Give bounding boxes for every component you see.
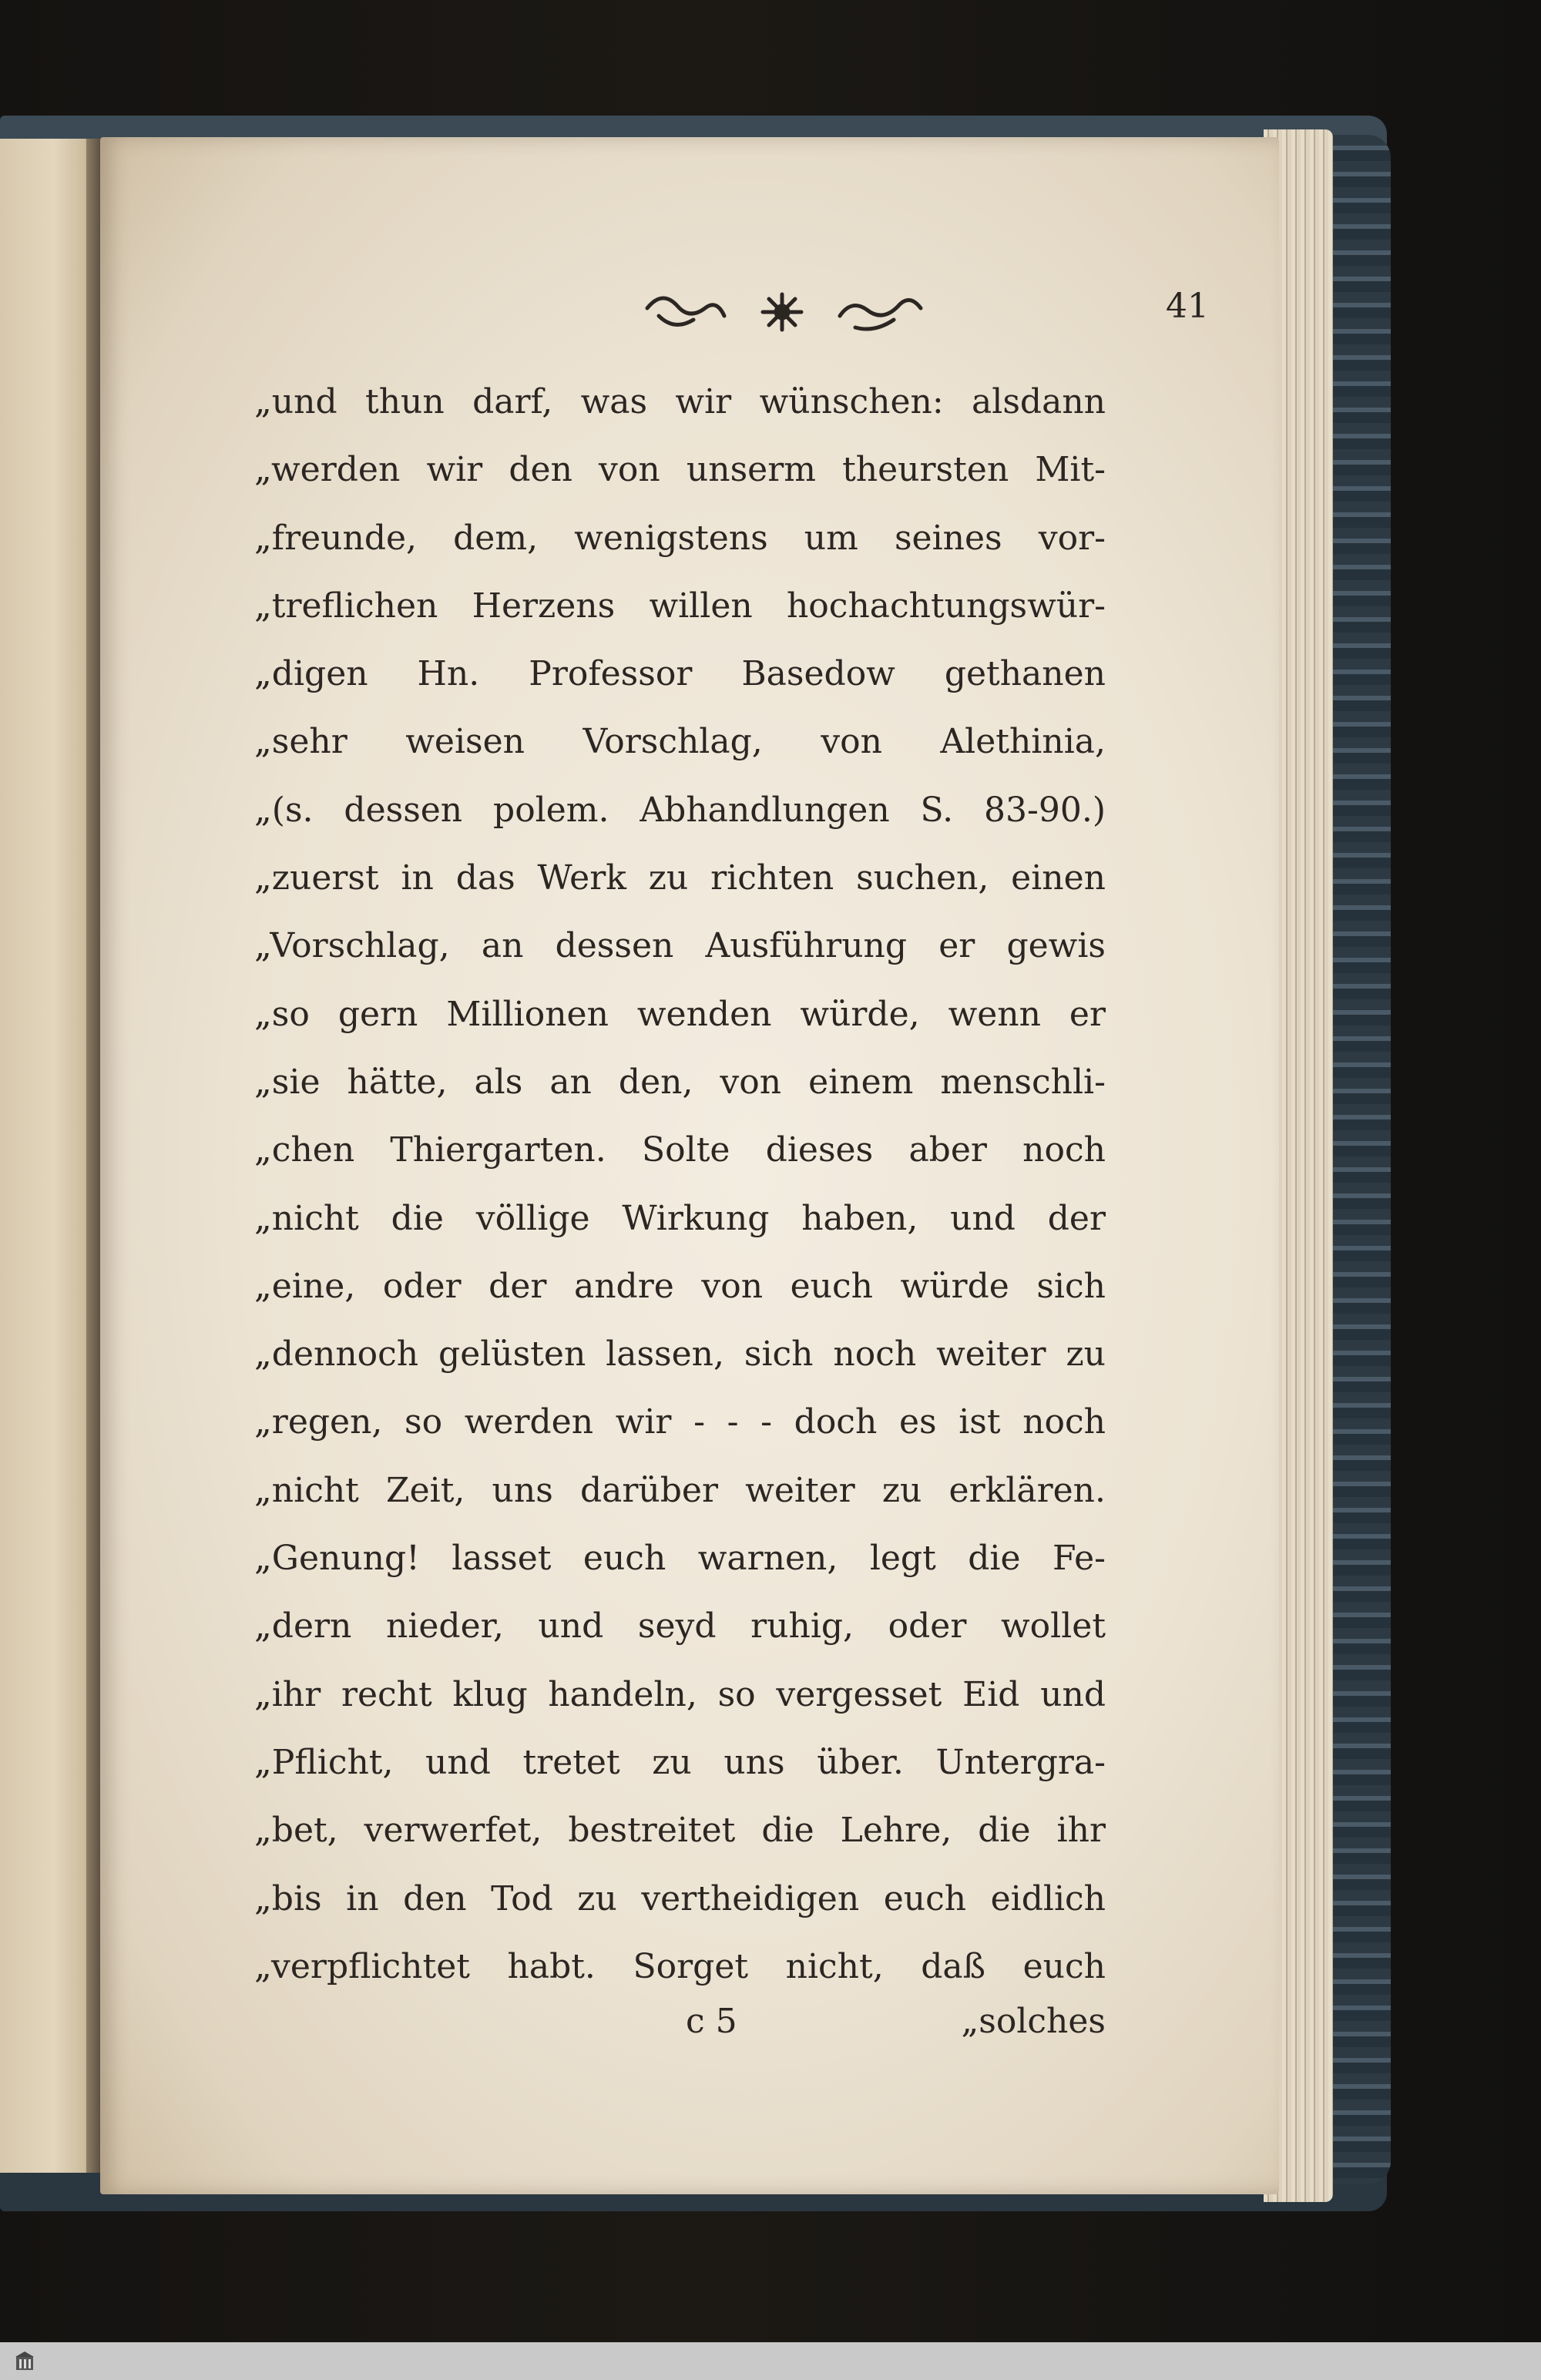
text-line: „nicht Zeit, uns darüber weiter zu erklären. <box>254 1470 1106 1510</box>
page-footer <box>254 1994 1106 2056</box>
text-line: „werden wir den von unserm theursten Mit- <box>254 450 1106 490</box>
text-line: „treflichen Herzens willen hochachtungswür- <box>254 586 1106 626</box>
text-line: „(s. dessen polem. Abhandlungen S. 83-90.) <box>254 790 1106 830</box>
body-text <box>254 368 1106 2001</box>
text-line: „bis in den Tod zu vertheidigen euch eidlich <box>254 1878 1106 1918</box>
text-line: „bet, verwerfet, bestreitet die Lehre, die ihr <box>254 1811 1106 1851</box>
text-line: „chen Thiergarten. Solte dieses aber noch <box>254 1130 1106 1170</box>
ornament-icon <box>632 285 932 339</box>
text-line: „freunde, dem, wenigstens um seines vor- <box>254 518 1106 558</box>
signature-mark: c 5 <box>686 2002 737 2041</box>
text-line: „Genung! lasset euch warnen, legt die Fe- <box>254 1539 1106 1579</box>
text-line: „Vorschlag, an dessen Ausführung er gewis <box>254 926 1106 966</box>
text-line: „zuerst in das Werk zu richten suchen, einen <box>254 858 1106 898</box>
text-line: „sie hätte, als an den, von einem menschli- <box>254 1062 1106 1102</box>
text-line: „nicht die völlige Wirkung haben, und der <box>254 1198 1106 1238</box>
text-line: „und thun darf, was wir wünschen: alsdann <box>254 382 1106 421</box>
text-line: „ihr recht klug handeln, so vergesset Eid und <box>254 1674 1106 1714</box>
text-line: „so gern Millionen wenden würde, wenn er <box>254 994 1106 1034</box>
library-logo-icon <box>14 2350 35 2373</box>
left-page <box>0 139 99 2173</box>
text-line: „Pflicht, und tretet zu uns über. Untergra- <box>254 1742 1106 1782</box>
text-line: „sehr weisen Vorschlag, von Alethinia, <box>254 722 1106 762</box>
page-header <box>100 285 1279 339</box>
catchword: „solches <box>961 2002 1106 2041</box>
text-line: „dennoch gelüsten lassen, sich noch weiter zu <box>254 1334 1106 1375</box>
text-line: „digen Hn. Professor Basedow gethanen <box>254 654 1106 694</box>
text-line: „eine, oder der andre von euch würde sich <box>254 1266 1106 1306</box>
text-line: „verpflichtet habt. Sorget nicht, daß euch <box>254 1946 1106 1986</box>
page-number: 41 <box>1166 287 1209 326</box>
viewer-bottom-bar <box>0 2342 1541 2380</box>
text-line: „dern nieder, und seyd ruhig, oder wollet <box>254 1606 1106 1647</box>
text-line: „regen, so werden wir - - - doch es ist noch <box>254 1402 1106 1442</box>
cover-edge <box>1325 135 1391 2184</box>
